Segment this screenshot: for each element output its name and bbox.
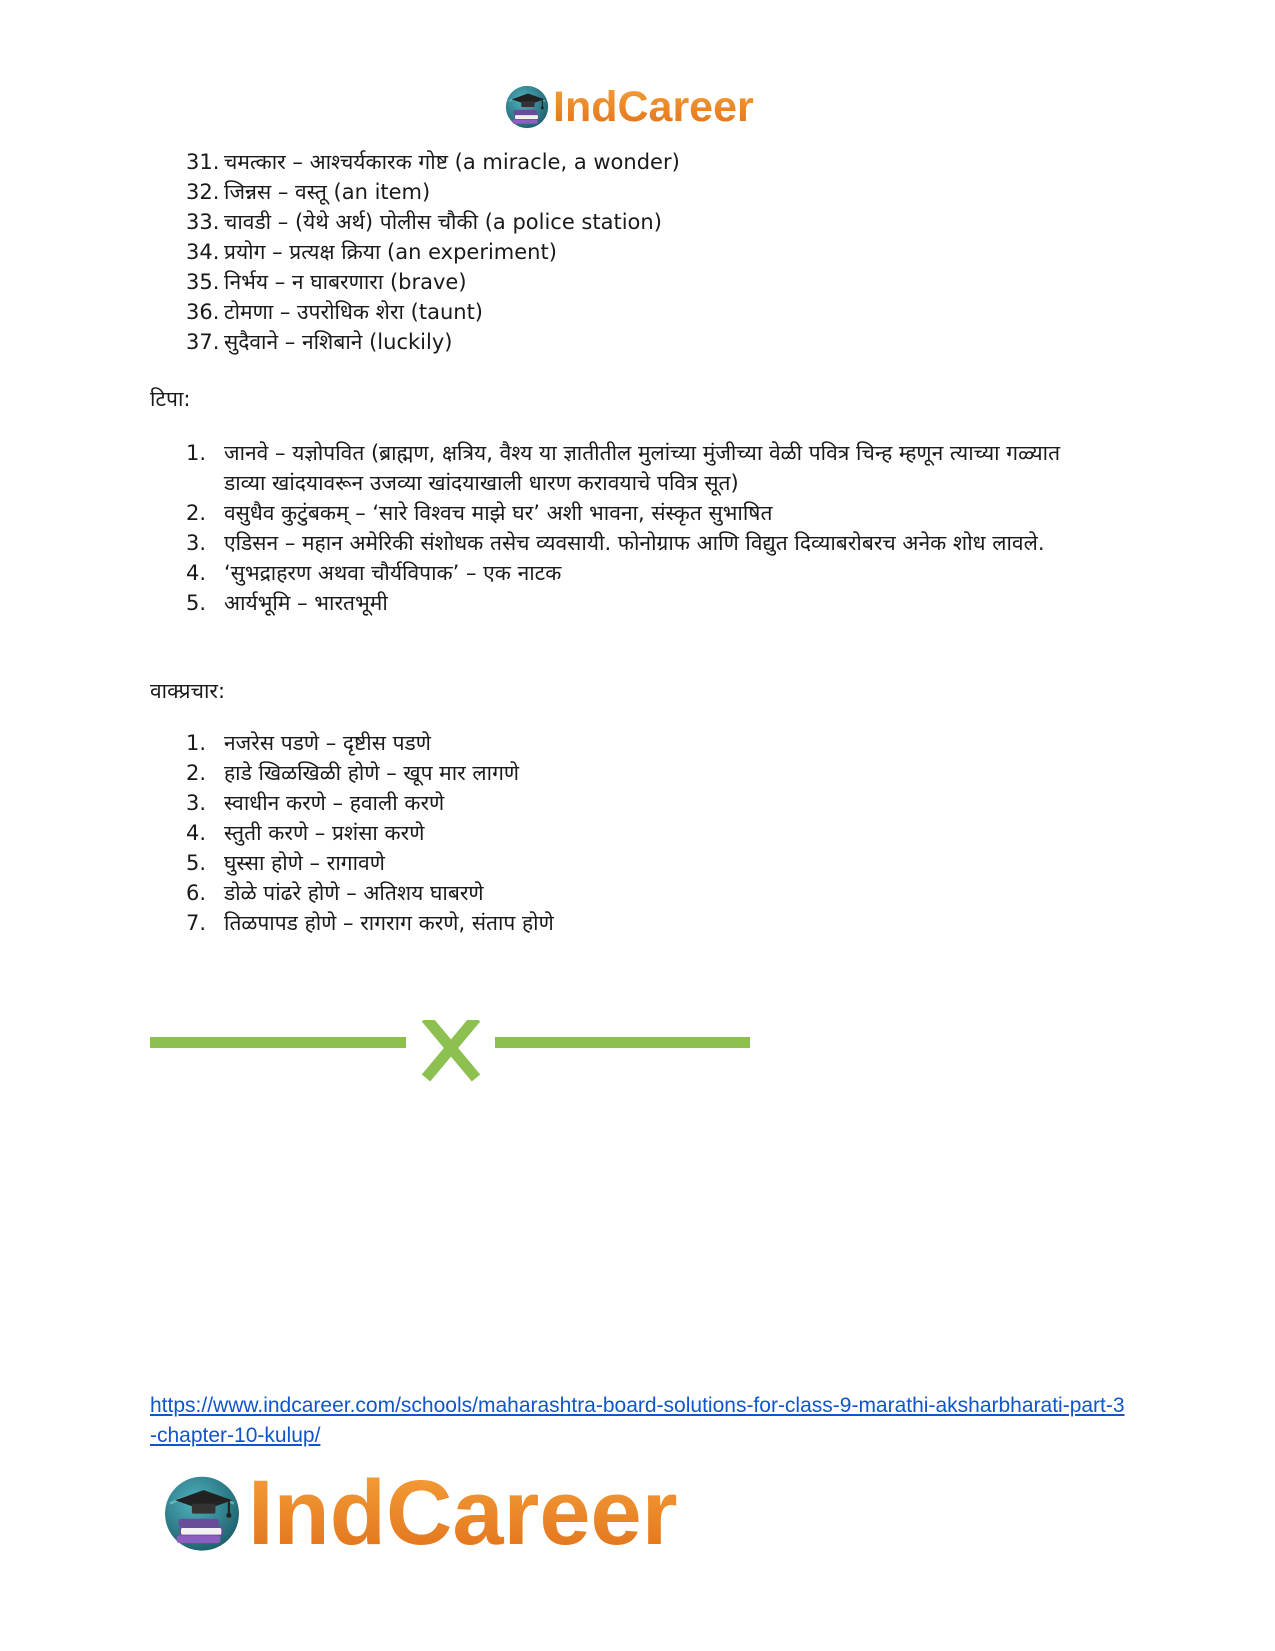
logo-text: IndCareer bbox=[248, 1466, 678, 1558]
list-item bbox=[186, 177, 1086, 207]
list-item bbox=[186, 878, 1106, 908]
item-number: 2. bbox=[186, 501, 207, 525]
logo-text: IndCareer bbox=[553, 83, 754, 129]
list-item bbox=[186, 297, 1086, 327]
item-text: निर्भय – न घाबरणारा (brave) bbox=[224, 270, 467, 294]
logo-wordmark bbox=[248, 1466, 688, 1558]
list-item bbox=[186, 558, 1106, 588]
item-text: नजरेस पडणे – दृष्टीस पडणे bbox=[224, 731, 431, 755]
item-number: 4. bbox=[186, 821, 207, 845]
item-number: 33. bbox=[186, 210, 220, 234]
list-item bbox=[186, 788, 1106, 818]
item-text: जिन्नस – वस्तू (an item) bbox=[224, 180, 431, 204]
list-item bbox=[186, 758, 1106, 788]
logo-wordmark bbox=[553, 83, 773, 129]
list-item bbox=[186, 528, 1106, 558]
list-item bbox=[186, 327, 1086, 357]
item-text: चावडी – (येथे अर्थ) पोलीस चौकी (a police station) bbox=[224, 210, 662, 234]
item-number: 5. bbox=[186, 591, 207, 615]
item-text: डोळे पांढरे होणे – अतिशय घाबरणे bbox=[224, 881, 484, 905]
chapter-link[interactable]: https://www.indcareer.com/schools/maharashtra-board-solutions-for-class-9-marathi-aksharbharati-part-3-chapter-10-kulup/ bbox=[150, 1394, 1125, 1447]
item-number: 2. bbox=[186, 761, 207, 785]
list-item bbox=[186, 207, 1086, 237]
vocabulary-list bbox=[186, 147, 1086, 357]
list-item bbox=[186, 848, 1106, 878]
item-text: आर्यभूमि – भारतभूमी bbox=[224, 591, 388, 615]
list-item bbox=[186, 818, 1106, 848]
item-text: वसुधैव कुटुंबकम् – ‘सारे विश्वच माझे घर’ अशी भावना, संस्कृत सुभाषित bbox=[224, 501, 773, 525]
footer-logo bbox=[160, 1466, 688, 1558]
graduation-cap-books-globe-icon bbox=[160, 1470, 244, 1554]
list-item bbox=[186, 438, 1106, 498]
graduation-cap-books-globe-icon bbox=[503, 82, 551, 130]
item-number: 34. bbox=[186, 240, 220, 264]
item-text: स्तुती करणे – प्रशंसा करणे bbox=[224, 821, 425, 845]
item-number: 1. bbox=[186, 441, 207, 465]
item-number: 35. bbox=[186, 270, 220, 294]
item-text: हाडे खिळखिळी होणे – खूप मार लागणे bbox=[224, 761, 520, 785]
item-number: 5. bbox=[186, 851, 207, 875]
list-item bbox=[186, 498, 1106, 528]
item-text: स्वाधीन करणे – हवाली करणे bbox=[224, 791, 445, 815]
item-text: प्रयोग – प्रत्यक्ष क्रिया (an experiment) bbox=[224, 240, 557, 264]
vakprachar-list bbox=[186, 728, 1106, 938]
tipa-list bbox=[186, 438, 1106, 618]
list-item bbox=[186, 267, 1086, 297]
item-text: जानवे – यज्ञोपवित (ब्राह्मण, क्षत्रिय, वैश्य या ज्ञातीतील मुलांच्या मुंजीच्या वेळी पवित्र चिन्ह म्हणून त्याच्या गळ्यात डाव्या खांदयावरून उजव्या खांदयाखाली धारण करावयाचे पवित्र सूत) bbox=[224, 441, 1061, 495]
item-number: 36. bbox=[186, 300, 220, 324]
list-item bbox=[186, 908, 1106, 938]
item-number: 7. bbox=[186, 911, 207, 935]
item-text: तिळपापड होणे – रागराग करणे, संताप होणे bbox=[224, 911, 554, 935]
item-number: 6. bbox=[186, 881, 207, 905]
tipa-heading: टिपा: bbox=[150, 387, 191, 411]
item-number: 37. bbox=[186, 330, 220, 354]
item-text: चमत्कार – आश्चर्यकारक गोष्ट (a miracle, a wonder) bbox=[224, 150, 680, 174]
item-number: 32. bbox=[186, 180, 220, 204]
item-text: घुस्सा होणे – रागावणे bbox=[224, 851, 385, 875]
item-number: 3. bbox=[186, 531, 207, 555]
item-text: ‘सुभद्राहरण अथवा चौर्यविपाक’ – एक नाटक bbox=[224, 561, 562, 585]
item-text: सुदैवाने – नशिबाने (luckily) bbox=[224, 330, 453, 354]
item-number: 4. bbox=[186, 561, 207, 585]
item-number: 1. bbox=[186, 731, 207, 755]
item-text: टोमणा – उपरोधिक शेरा (taunt) bbox=[224, 300, 483, 324]
header-logo bbox=[503, 82, 773, 130]
vakprachar-heading: वाक्प्रचार: bbox=[150, 679, 226, 703]
list-item bbox=[186, 147, 1086, 177]
item-number: 31. bbox=[186, 150, 220, 174]
item-text: एडिसन – महान अमेरिकी संशोधक तसेच व्यवसायी. फोनोग्राफ आणि विद्युत दिव्याबरोबरच अनेक शोध लावले. bbox=[224, 531, 1045, 555]
list-item bbox=[186, 728, 1106, 758]
list-item bbox=[186, 237, 1086, 267]
item-number: 3. bbox=[186, 791, 207, 815]
list-item bbox=[186, 588, 1106, 618]
green-line-cross-divider-icon bbox=[150, 1020, 750, 1100]
